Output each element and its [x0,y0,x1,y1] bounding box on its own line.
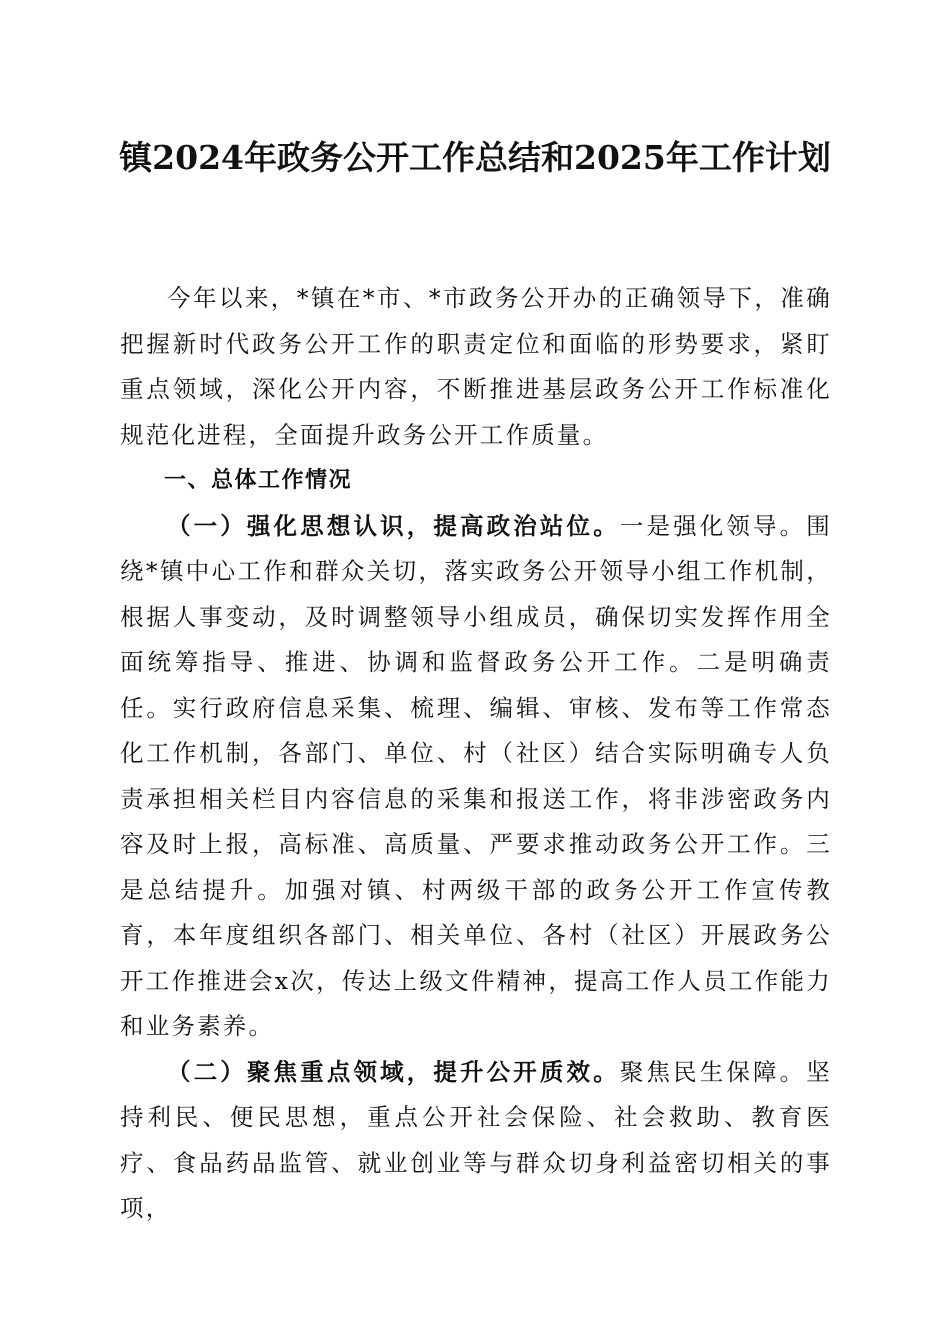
paragraph-item-2 [120,1050,832,1232]
item-1-text: 一是强化领导。围绕*镇中心工作和群众关切，落实政务公开领导小组工作机制，根据人事变动，及时调整领导小组成员，确保切实发挥作用全面统筹指导、推进、协调和监督政务公开工作。二是明确责任。实行政府信息采集、梳理、编辑、审核、发布等工作常态化工作机制，各部门、单位、村（社区）结合实际明确专人负责承担相关栏目内容信息的采集和报送工作，将非涉密政务内容及时上报，高标准、高质量、严要求推动政务公开工作。三是总结提升。加强对镇、村两级干部的政务公开工作宣传教育，本年度组织各部门、相关单位、各村（社区）开展政务公开工作推进会x次，传达上级文件精神，提高工作人员工作能力和业务素养。 [120,511,832,1040]
item-1-lead: （一）强化思想认识，提高政治站位。 [167,511,620,540]
section-heading-overall: 一、总体工作情况 [164,468,353,493]
item-2-lead: （二）聚焦重点领域，提升公开质效。 [167,1057,620,1086]
item-2-text: 聚焦民生保障。坚持利民、便民思想，重点公开社会保险、社会救助、教育医疗、食品药品监管、就业创业等与群众切身利益密切相关的事项， [120,1057,832,1222]
document-title: 镇2024年政务公开工作总结和2025年工作计划 [119,138,831,177]
paragraph-item-1 [120,504,832,1050]
intro-paragraph: 今年以来，*镇在*市、*市政务公开办的正确领导下，准确把握新时代政务公开工作的职责定位和面临的形势要求，紧盯重点领域，深化公开内容，不断推进基层政务公开工作标准化规范化进程，全面提升政务公开工作质量。 [120,284,832,449]
document-body [120,276,832,1232]
